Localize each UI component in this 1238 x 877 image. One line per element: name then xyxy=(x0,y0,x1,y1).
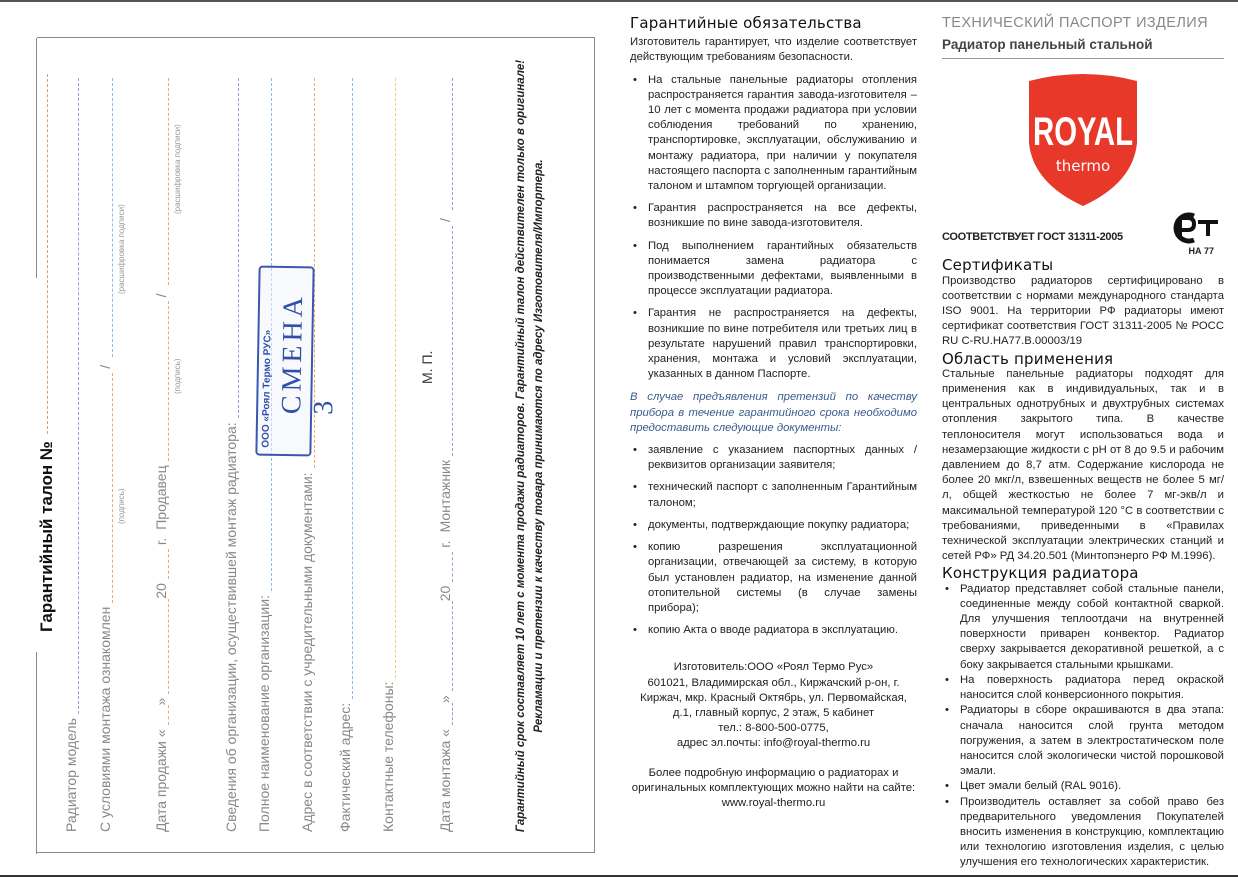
signature-decode-field[interactable] xyxy=(112,78,113,357)
radiator-model-field[interactable] xyxy=(78,78,79,714)
application-text: Стальные панельные радиаторы подходят для применения как в индивидуальных, так и в центральных однотрубных и двухтрубных системах отопления закрытого типа. В качестве теплоносителя могут использоваться вода и незамерзающие жидкости с pH от 8 до 9.5 и рабочим давлением до 8,7 атм. Содержание кислорода не более 20 мкг/л, взвешенных веществ не более 5 мг/л, общей жесткостью не более 7 мг-экв/л и максимальной температурой 120 °С в соответствии с требованиями, приведенными в «Правилах технической эксплуатации электрических станций и сетей РФ» РД 34.20.501 (Минтопэнерго РФ М.1996). xyxy=(942,367,1224,563)
year-prefix: 20 xyxy=(437,585,453,602)
slash: / xyxy=(437,218,453,222)
seller-label: Продавец xyxy=(153,465,169,530)
install-month-field[interactable] xyxy=(452,601,453,691)
signature-field[interactable] xyxy=(112,373,113,603)
list-item: • На стальные панельные радиаторы отопления распространяется гарантия завода-изготовителя – 10 лет с момента продажи радиатора при условии соблюдения требований по хранению, транспортировке, эксплуатации, обслуживанию и монтажу радиатора, при наличии у покупателя настоящего паспорта с заполненным гарантийным талоном и штампом торгующей организации. xyxy=(630,73,917,195)
installer-label: Монтажник xyxy=(437,460,453,533)
svg-text:ROYAL: ROYAL xyxy=(1033,110,1133,155)
installer-signature-field[interactable] xyxy=(452,226,453,456)
more-info: Более подробную информацию о радиаторах и оригинальных комплектующих можно найти на сайте: www.royal-thermo.ru xyxy=(631,766,916,809)
year-prefix: 20 xyxy=(153,583,169,599)
phones-row xyxy=(380,78,396,832)
stamp-shift: СМЕНА 3 xyxy=(276,292,340,415)
passport-section xyxy=(942,16,1224,871)
list-item: • технический паспорт с заполненным Гарантийным талоном; xyxy=(630,480,917,510)
warranty-card-content xyxy=(37,38,595,854)
sale-date-label: Дата продажи « xyxy=(153,729,169,832)
signature-decode-hint: (расшифровка подписи) xyxy=(117,204,126,294)
list-item: • копию разрешения эксплуатационной организации, отвечающей за систему, в которую был установлен радиатор, на изменение данной отопительной системы (в случае замены прибора); xyxy=(630,540,917,616)
warranty-intro: Изготовитель гарантирует, что изделие соответствует действующим требованиям безопасности. xyxy=(630,36,917,64)
quote: » xyxy=(437,695,453,704)
list-item: • Радиатор представляет собой стальные панели, соединенные между собой контактной сваркой. Для улучшения теплоотдачи на внутренней поверхности приварен конвектор. Радиатор сверху закрывается декоративной решеткой, а с боку закрывается стальными крышками. xyxy=(942,582,1224,673)
installer-info-row xyxy=(223,78,239,832)
radiator-model-row xyxy=(63,78,79,832)
card-title: Гарантийный талон № xyxy=(37,437,57,636)
warranty-section xyxy=(630,16,917,811)
year-suffix: г. xyxy=(437,540,453,548)
pct-certification-icon xyxy=(1172,212,1220,244)
warranty-heading: Гарантийные обязательства xyxy=(630,14,862,32)
company-stamp xyxy=(255,266,340,457)
sale-day-field[interactable] xyxy=(168,705,169,725)
phones-label: Контактные телефоны: xyxy=(380,681,396,832)
org-name-label: Полное наименование организации: xyxy=(256,595,272,832)
phones-field[interactable] xyxy=(395,78,396,678)
sale-month-field[interactable] xyxy=(168,599,169,694)
list-item: • копию Акта о вводе радиатора в эксплуатацию. xyxy=(630,623,917,638)
list-item: • документы, подтверждающие покупку радиатора; xyxy=(630,518,917,533)
passport-subtitle: Радиатор панельный стальной xyxy=(942,37,1224,59)
warranty-card xyxy=(37,37,595,853)
quote: » xyxy=(153,697,169,706)
svg-text:thermo: thermo xyxy=(1055,157,1111,176)
warranty-list xyxy=(630,73,917,383)
list-item: • Цвет эмали белый (RAL 9016). xyxy=(942,779,1224,794)
list-item: • Производитель оставляет за собой право без предварительного уведомления Покупателей вносить изменения в конструкцию, комплектацию или технологию изготовления изделия, с целью улучшения его технологических характеристик. xyxy=(942,795,1224,871)
actual-address-label: Фактический адрес: xyxy=(337,702,353,832)
manufacturer-info xyxy=(630,660,917,751)
installation-terms-row xyxy=(97,78,113,832)
construction-heading: Конструкция радиатора xyxy=(942,564,1139,583)
cert-mark: НА 77 xyxy=(1188,246,1214,257)
manufacturer-name: Изготовитель:ООО «Роял Термо Рус» xyxy=(673,661,874,674)
install-date-label: Дата монтажа « xyxy=(437,729,453,832)
signature-hint: (подпись) xyxy=(117,488,126,524)
footer-warranty-term: Гарантийный срок составляет 10 лет с момента продажи радиаторов. Гарантийный талон действителен только в оригинале! xyxy=(515,59,527,833)
footer-claims: Рекламации и претензии к качеству товара принимаются по адресу Изготовителя/Импортера. xyxy=(533,159,545,733)
list-item: • Гарантия не распространяется на дефекты, возникшие по вине потребителя или третьих лиц в результате нарушений правил транспортировки, хранения, монтажа и условий эксплуатации, указанных в данном Паспорте. xyxy=(630,306,917,382)
installer-info-label: Сведения об организации, осуществившей монтаж радиатора: xyxy=(223,422,239,832)
actual-address-field[interactable] xyxy=(352,78,353,699)
passport-title: ТЕХНИЧЕСКИЙ ПАСПОРТ ИЗДЕЛИЯ xyxy=(942,15,1208,31)
stamp-org: ООО «Роял Термо РУС» xyxy=(260,329,274,448)
documents-list xyxy=(630,443,917,638)
list-item: • заявление с указанием паспортных данных / реквизитов организации заявителя; xyxy=(630,443,917,473)
list-item: • Радиаторы в сборе окрашиваются в два этапа: сначала наносится слой грунта методом погружения, а затем в электростатическом поле наносится слой экологически чистой порошковой эмали. xyxy=(942,703,1224,779)
construction-list xyxy=(942,582,1224,871)
card-number-field[interactable] xyxy=(47,74,48,434)
seal-label: М. П. xyxy=(419,350,435,384)
radiator-model-label: Радиатор модель xyxy=(63,718,79,832)
certificates-heading: Сертификаты xyxy=(942,256,1054,275)
royal-thermo-logo xyxy=(1023,73,1143,208)
gost-compliance: СООТВЕТСТВУЕТ ГОСТ 31311-2005 xyxy=(942,231,1123,244)
manufacturer-address: 601021, Владимирская обл., Киржачский р-он, г. Киржач, мкр. Красный Октябрь, ул. Первомайская, д.1, главный корпус, 2 этаж, 5 кабинет xyxy=(640,676,907,719)
manufacturer-phone: тел.: 8-800-500-0775, xyxy=(718,722,829,735)
manufacturer-email: адрес эл.почты: info@royal-thermo.ru xyxy=(676,737,871,750)
gost-row xyxy=(942,216,1224,256)
certificates-text: Производство радиаторов сертифицировано в соответствии с нормами международного стандарта ISO 9001. На территории РФ радиаторы имеют сертификат соответствия ГОСТ 31311-2005 № РОСС RU C-RU.HA77.B.00003/19 xyxy=(942,274,1224,348)
installation-terms-label: С условиями монтажа ознакомлен xyxy=(97,606,113,832)
list-item: • Гарантия распространяется на все дефекты, возникшие по вине завода-изготовителя. xyxy=(630,201,917,231)
sale-date-row xyxy=(153,78,169,832)
legal-address-label: Адрес в соответствии с учредительными документами: xyxy=(299,472,315,832)
top-edge xyxy=(0,0,1238,2)
slash: / xyxy=(97,364,113,369)
seller-decode-hint: (расшифровка подписи) xyxy=(173,124,182,214)
list-item: • Под выполнением гарантийных обязательств понимается замена радиатора с производственными дефектами, выявленными в процессе эксплуатации радиатора. xyxy=(630,239,917,300)
year-suffix: г. xyxy=(153,537,169,546)
sale-year-field[interactable] xyxy=(168,549,169,579)
claim-note: В случае предъявления претензий по качеству прибора в течение гарантийного срока необходимо предоставить следующие документы: xyxy=(630,391,917,434)
seller-signature-field[interactable] xyxy=(168,301,169,461)
installer-decode-field[interactable] xyxy=(452,78,453,210)
installer-info-field[interactable] xyxy=(238,78,239,418)
actual-address-row xyxy=(337,78,353,832)
application-heading: Область применения xyxy=(942,349,1114,368)
install-day-field[interactable] xyxy=(452,703,453,725)
slash: / xyxy=(153,293,169,298)
install-year-field[interactable] xyxy=(452,552,453,582)
list-item: • На поверхность радиатора перед окраской наносится слой конверсионного покрытия. xyxy=(942,673,1224,703)
install-date-row xyxy=(437,78,453,832)
seller-decode-field[interactable] xyxy=(168,78,169,286)
seller-signature-hint: (подпись) xyxy=(173,358,182,394)
